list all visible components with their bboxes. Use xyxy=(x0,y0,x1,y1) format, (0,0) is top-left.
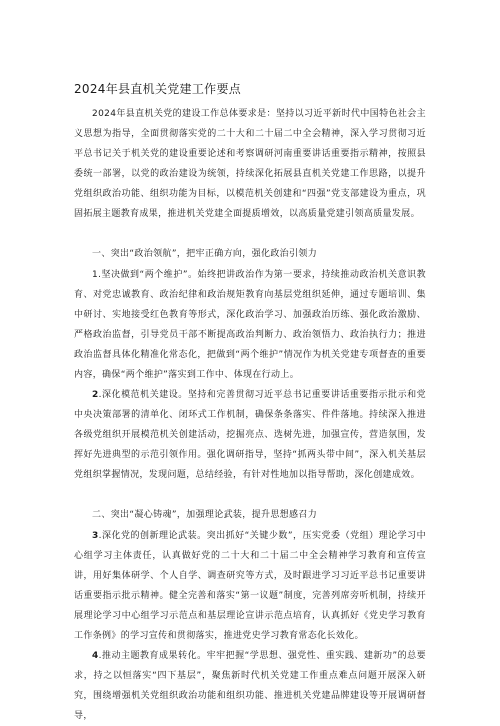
item-4-number: 4 xyxy=(92,651,99,661)
item-2-paragraph xyxy=(74,385,426,485)
item-3-text: .深化党的创新理论武装。突出抓好“关键少数”，压实党委（党组）理论学习中心组学习主体责任，认真做好党的二十大和二十届二中全会精神学习教育和宣传宣讲，用好集体研学、个人自学、调查研究等方式，及时跟进学习习近平总书记重要讲话重要指示批示精神。健全完善和落实“第一议题”制度，完善列席旁听机制，持续开展理论学习中心组学习示范点和基层理论宣讲示范点培育，认真抓好《党史学习教育工作条例》的学习宣传和贯彻落实，推进党史学习教育常态化长效化。 xyxy=(74,531,426,641)
document-title: 2024年县直机关党建工作要点 xyxy=(74,82,242,96)
item-3-paragraph xyxy=(74,526,426,646)
item-2-text: .深化模范机关建设。坚持和完善贯彻习近平总书记重要讲话重要指示批示和党中央决策部署的清单化、闭环式工作机制，确保条条落实、件件落地。持续深入推进各级党组织开展模范机关创建活动，挖掘亮点、选树先进，加强宣传，营造氛围，发挥好先进典型的示范引领作用。强化调研指导，坚持“抓两头带中间”，深入机关基层党组织掌握情况，发现问题，总结经验，有针对性地加以指导帮助，深化创建成效。 xyxy=(74,390,426,480)
intro-paragraph: 2024年县直机关党的建设工作总体要求是：坚持以习近平新时代中国特色社会主义思想为指导，全面贯彻落实党的二十大和二十届二中全会精神，深入学习贯彻习近平总书记关于机关党的建设重要论述和考察调研河南重要讲话重要指示精神，按照县委统一部署，以党的政治建设为统领，持续深化拓展县直机关党建工作思路，以提升党组织政治功能、组织功能为目标，以模范机关创建和“四强”党支部建设为重点，巩固拓展主题教育成果，推进机关党建全面提质增效，以高质量党建引领高质量发展。 xyxy=(74,109,426,219)
item-4-paragraph xyxy=(74,646,426,726)
item-2-number: 2 xyxy=(92,390,99,400)
section-1-heading: 一、突出“政治领航”，把牢正确方向，强化政治引领力 xyxy=(92,249,318,259)
item-4-text: .推动主题教育成果转化。牢牢把握“学思想、强党性、重实践、建新功”的总要求，持之以恒落实“四下基层”，聚焦新时代机关党建工作重点难点问题开展深入研究，围绕增强机关党组织政治功能和组织功能、推进机关党建品牌建设等开展调研督导， xyxy=(74,651,426,721)
section-2-heading: 二、突出“凝心铸魂”，加强理论武装，提升思想感召力 xyxy=(92,510,318,520)
item-1-paragraph: 1.坚决做到“两个维护”。始终把讲政治作为第一要求，持续推动政治机关意识教育、对党忠诚教育、政治纪律和政治规矩教育向基层党组织延伸，通过专题培训、集中研讨、实地接受红色教育等形式，深化政治学习、加强政治历练、强化政治激励、严格政治监督，引导党员干部不断提高政治判断力、政治领悟力、政治执行力；推进政治监督具体化精准化常态化，把做到“两个维护”情况作为机关党建专项督查的重要内容，确保“两个维护”落实到工作中、体现在行动上。 xyxy=(74,270,426,380)
item-3-number: 3 xyxy=(92,531,99,541)
